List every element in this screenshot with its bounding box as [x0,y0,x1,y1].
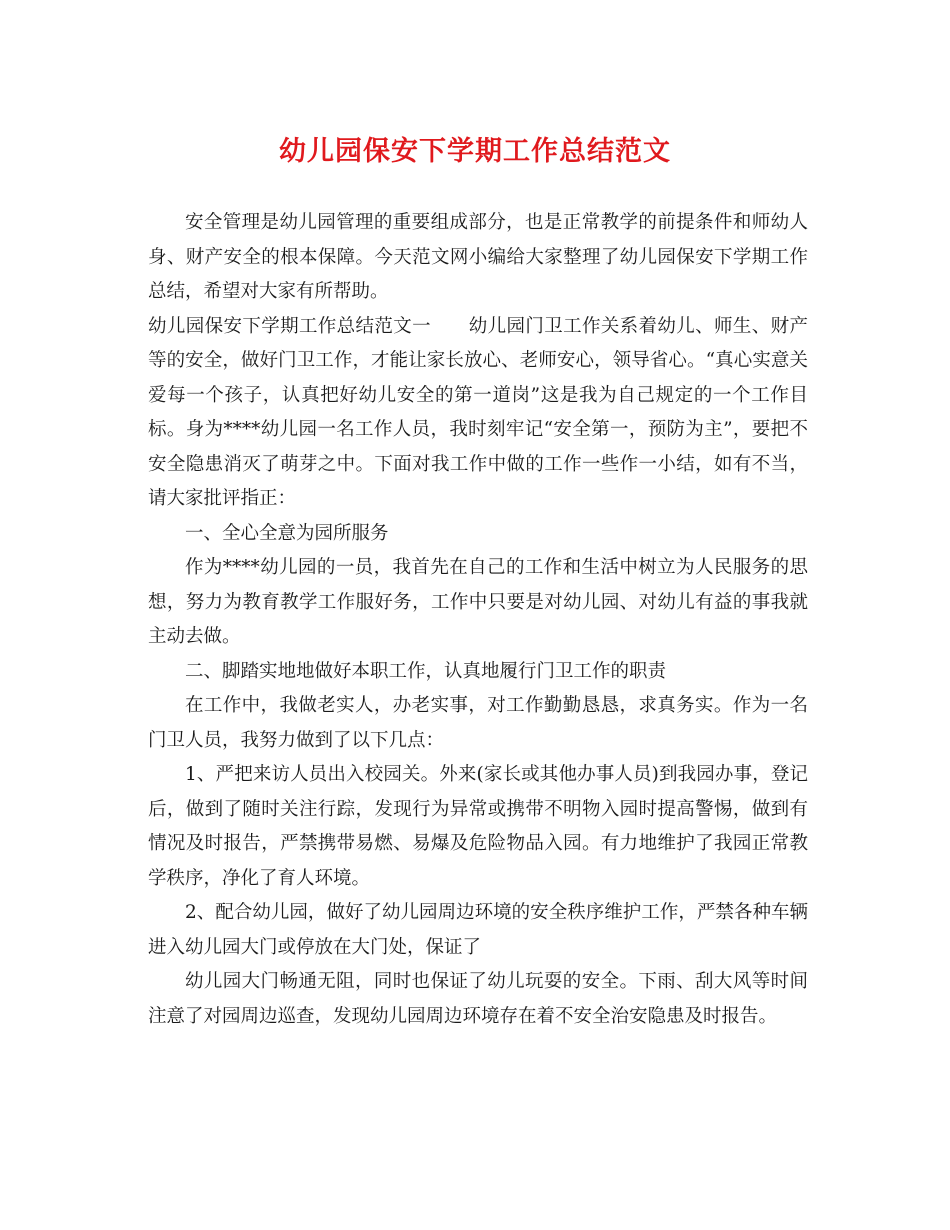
list-item-one: 1、严把来访人员出入校园关。外来(家长或其他办事人员)到我园办事，登记后，做到了随时关注行踪，发现行为异常或携带不明物入园时提高警惕，做到有情况及时报告，严禁携带易燃、易爆及危险物品入园。有力地维护了我园正常教学秩序，净化了育人环境。 [148,764,808,889]
paragraph-duties: 在工作中，我做老实人，办老实事，对工作勤勤恳恳，求真务实。作为一名门卫人员，我努力做到了以下几点： [148,695,808,751]
document-body [148,206,808,1034]
paragraph-service: 作为****幼儿园的一员，我首先在自己的工作和生活中树立为人民服务的思想，努力为教育教学工作服好务，工作中只要是对幼儿园、对幼儿有益的事我就主动去做。 [148,557,808,647]
paragraph-intro: 安全管理是幼儿园管理的重要组成部分，也是正常教学的前提条件和师幼人身、财产安全的根本保障。今天范文网小编给大家整理了幼儿园保安下学期工作总结，希望对大家有所帮助。 [148,212,808,302]
list-item-two: 2、配合幼儿园，做好了幼儿园周边环境的安全秩序维护工作，严禁各种车辆进入幼儿园大门或停放在大门处，保证了 [148,902,808,958]
paragraph-summary-one: 幼儿园保安下学期工作总结范文一 幼儿园门卫工作关系着幼儿、师生、财产等的安全，做好门卫工作，才能让家长放心、老师安心，领导省心。“真心实意关爱每一个孩子，认真把好幼儿安全的第一道岗”这是我为自己规定的一个工作目标。身为****幼儿园一名工作人员，我时刻牢记“安全第一，预防为主”，要把不安全隐患消灭了萌芽之中。下面对我工作中做的工作一些作一小结，如有不当，请大家批评指正： [148,315,808,509]
section-heading-one: 一、全心全意为园所服务 [185,522,389,544]
section-heading-two: 二、脚踏实地地做好本职工作，认真地履行门卫工作的职责 [185,660,667,682]
document-title: 幼儿园保安下学期工作总结范文 [279,136,671,167]
paragraph-gate: 幼儿园大门畅通无阻，同时也保证了幼儿玩耍的安全。下雨、刮大风等时间注意了对园周边巡查，发现幼儿园周边环境存在着不安全治安隐患及时报告。 [148,971,808,1027]
